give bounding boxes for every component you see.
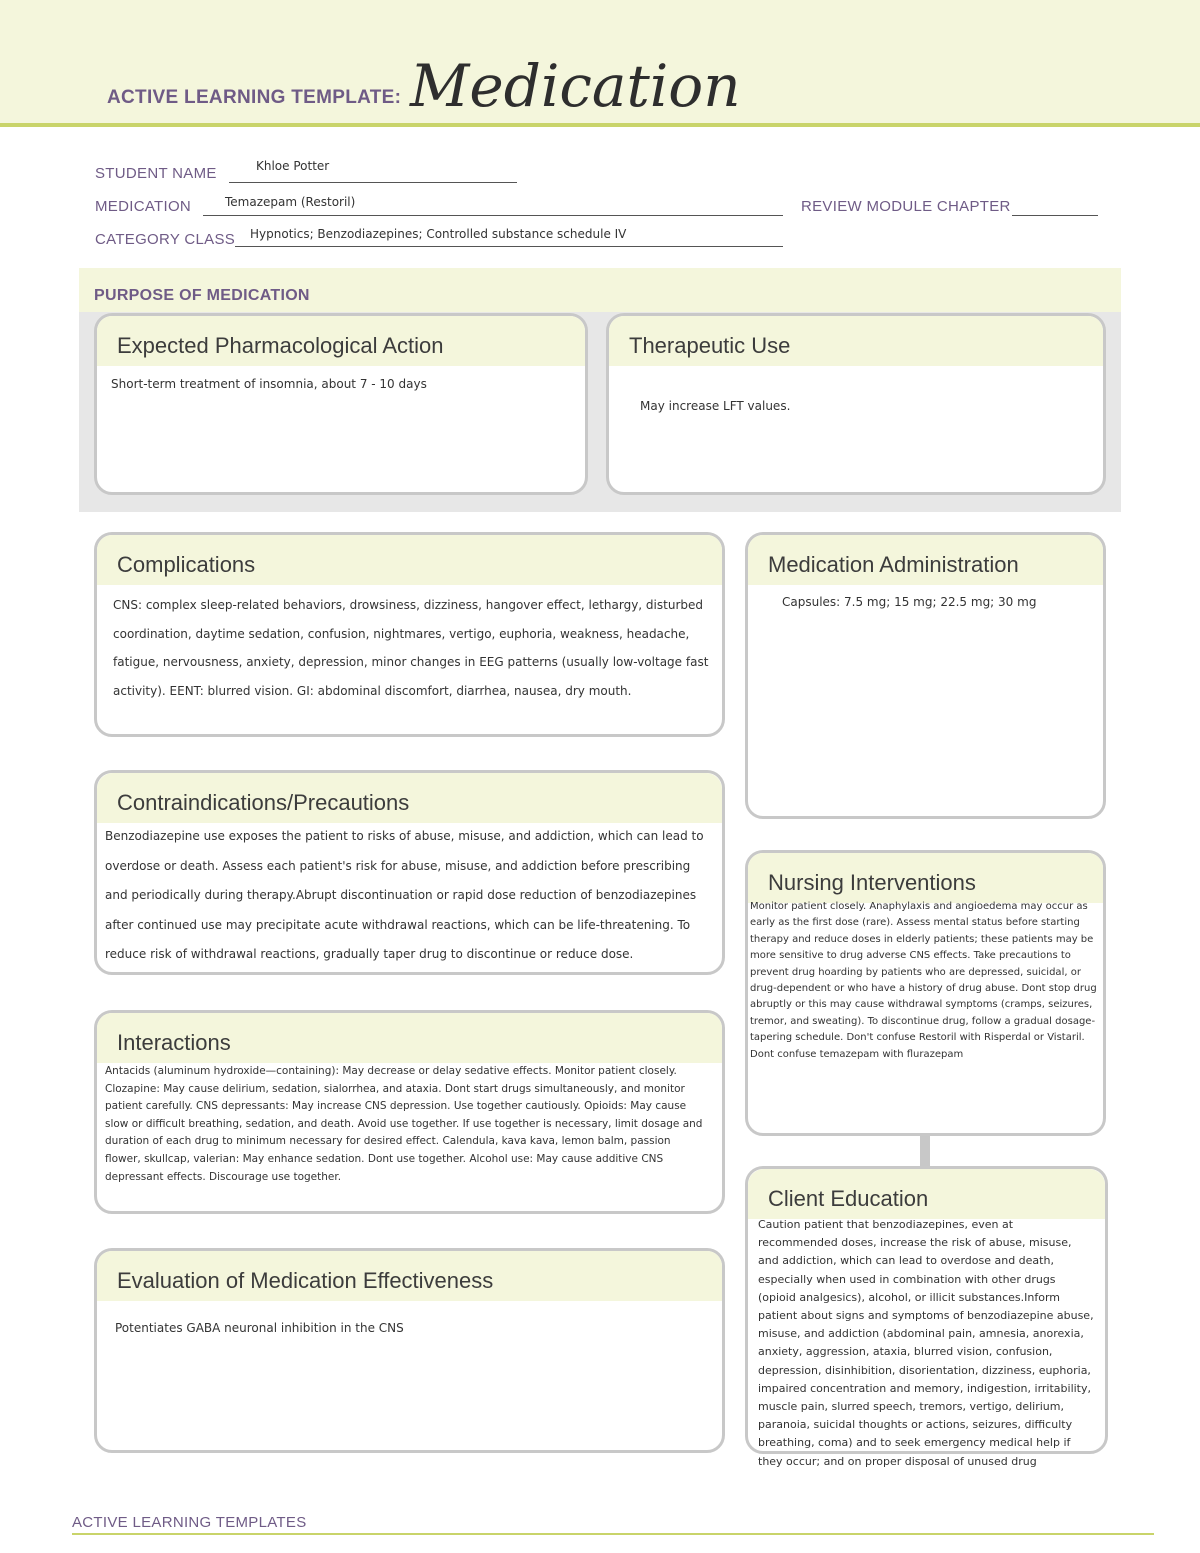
medication-value[interactable]: Temazepam (Restoril) [225,195,356,209]
review-module-label: REVIEW MODULE CHAPTER [801,198,1011,215]
nursing-interventions-box [745,850,1106,1136]
complications-text[interactable]: CNS: complex sleep-related behaviors, drowsiness, dizziness, hangover effect, lethargy, disturbed coordination, daytime sedation, confusion, nightmares, vertigo, euphoria, weakness, headache, fatigue, nervousness, anxiety, depression, minor changes in EEG patterns (usually low-voltage fast activity). EENT: blurred vision. GI: abdominal discomfort, diarrhea, nausea, dry mouth. [113,598,709,698]
category-class-label: CATEGORY CLASS [95,231,236,248]
contraindications-title: Contraindications/Precautions [117,790,410,815]
expected-action-text[interactable]: Short-term treatment of insomnia, about 7 - 10 days [111,377,427,391]
client-education-title: Client Education [768,1186,929,1211]
client-education-text[interactable]: Caution patient that benzodiazepines, even at recommended doses, increase the risk of abuse, misuse, and addiction, which can lead to overdose and death, especially when used in combination with other drugs (opioid analgesics), alcohol, or illicit substances.Inform patient about signs and symptoms of benzodiazepine abuse, misuse, and addiction (abdominal pain, amnesia, anorexia, anxiety, aggression, ataxia, blurred vision, confusion, depression, disinhibition, disorientation, dizziness, euphoria, impaired concentration and memory, indigestion, irritability, muscle pain, slurred speech, tremors, vertigo, delirium, paranoia, suicidal thoughts or actions, seizures, difficulty breathing, coma) and to seek emergency medical help if they occur; and on proper disposal of unused drug [758,1218,1094,1468]
student-name-line [229,182,517,183]
interactions-text[interactable]: Antacids (aluminum hydroxide—containing): May decrease or delay sedative effects. Monitor patient closely. Clozapine: May cause delirium, sedation, sialorrhea, and ataxia. Dont start drugs simultaneously, and monitor patient carefully. CNS depressants: May increase CNS depression. Use together cautiously. Opioids: May cause slow or difficult breathing, sedation, and death. Avoid use together. If use together is necessary, limit dosage and duration of each drug to minimum necessary for desired effect. Calendula, kava kava, lemon balm, passion flower, skullcap, valerian: May enhance sedation. Dont use together. Alcohol use: May cause additive CNS depressant effects. Discourage use together. [105,1065,703,1183]
medication-label: MEDICATION [95,198,192,215]
expected-action-box [94,313,588,495]
evaluation-text[interactable]: Potentiates GABA neuronal inhibition in the CNS [115,1321,404,1335]
student-name-label: STUDENT NAME [95,165,217,182]
medication-line [203,215,783,216]
nursing-interventions-title: Nursing Interventions [768,870,976,895]
interactions-box [94,1010,725,1214]
student-name-value[interactable]: Khloe Potter [256,159,330,173]
category-class-line [235,246,783,247]
evaluation-title: Evaluation of Medication Effectiveness [117,1268,494,1293]
footer-rule [72,1533,1154,1535]
therapeutic-use-box [606,313,1106,495]
header-rule [0,123,1200,127]
nursing-interventions-text[interactable]: Monitor patient closely. Anaphylaxis and angioedema may occur as early as the first dose (rare). Assess mental status before starting therapy and reduce doses in elderly patients; these patients may be more sensitive to drug adverse CNS effects. Take precautions to prevent drug hoarding by patients who are depressed, suicidal, or drug-dependent or who have a history of drug abuse. Dont stop drug abruptly or this may cause withdrawal symptoms (cramps, seizures, tremor, and sweating). To discontinue drug, follow a gradual dosage-tapering schedule. Don't confuse Restoril with Risperdal or Vistaril. Dont confuse temazepam with flurazepam [750,901,1097,1060]
contraindications-box [94,770,725,975]
therapeutic-use-text[interactable]: May increase LFT values. [640,399,791,413]
purpose-title: PURPOSE OF MEDICATION [94,287,310,304]
footer-label: ACTIVE LEARNING TEMPLATES [72,1514,307,1531]
contraindications-text[interactable]: Benzodiazepine use exposes the patient to risks of abuse, misuse, and addiction, which can lead to overdose or death. Assess each patient's risk for abuse, misuse, and addiction before prescribing and periodically during therapy.Abrupt discontinuation or rapid dose reduction of benzodiazepines after continued use may precipitate acute withdrawal reactions, which can be life-threatening. To reduce risk of withdrawal reactions, gradually taper drug to discontinue or reduce dose. [105,829,704,961]
therapeutic-use-title: Therapeutic Use [629,333,791,358]
review-module-line[interactable] [1012,215,1098,216]
medication-administration-text[interactable]: Capsules: 7.5 mg; 15 mg; 22.5 mg; 30 mg [782,595,1037,609]
client-education-box [745,1166,1108,1468]
category-class-value[interactable]: Hypnotics; Benzodiazepines; Controlled substance schedule IV [250,227,627,241]
medication-administration-box [745,532,1106,819]
interactions-title: Interactions [117,1030,231,1055]
expected-action-title: Expected Pharmacological Action [117,333,444,358]
medication-administration-title: Medication Administration [768,552,1019,577]
complications-title: Complications [117,552,256,577]
evaluation-box [94,1248,725,1453]
complications-box [94,532,725,737]
template-label: ACTIVE LEARNING TEMPLATE: [107,87,402,108]
connector-bar [920,1134,930,1168]
template-title: Medication [410,52,741,120]
